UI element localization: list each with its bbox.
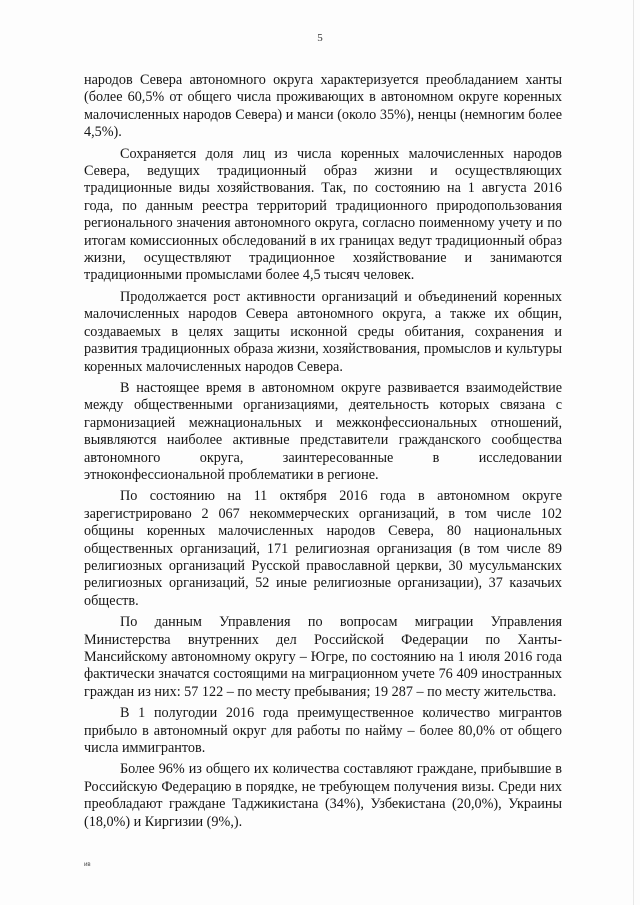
paragraph-nco-statistics: По состоянию на 11 октября 2016 года в автономном округе зарегистрировано 2 067 некоммерческих организаций, в том числе 102 общины коренных малочисленных народов Севера, 80 национальных общественных организаций, 171 религиозная организация (в том числе 89 религиозных организаций Русской православной церкви, 30 мусульманских религиозных организаций, 52 иные религиозные организации), 37 казачьих обществ. [84, 488, 562, 609]
paragraph-migrants-employment: В 1 полугодии 2016 года преимущественное количество мигрантов прибыло в автономный округ для работы по найму – более 80,0% от общего числа иммигрантов. [84, 705, 562, 757]
footer-mark: ив [84, 862, 91, 868]
page-number: 5 [317, 32, 323, 44]
paragraph-traditional-lifestyle: Сохраняется доля лиц из числа коренных малочисленных народов Севера, ведущих традиционный образ жизни и осуществляющих традиционные виды хозяйствования. Так, по состоянию на 1 августа 2016 года, по данным реестра территорий традиционного природопользования регионального значения автономного округа, согласно поименному учету и по итогам комиссионных обследований в их границах ведут традиционный образ жизни, осуществляют традиционное хозяйствование и занимаются традиционными промыслами более 4,5 тысяч человек. [84, 145, 562, 284]
paragraph-organizations-activity: Продолжается рост активности организаций и объединений коренных малочисленных народов Севера автономного округа, а также их общин, создаваемых в целях защиты исконной среды обитания, сохранения и развития традиционных образа жизни, хозяйствования, промыслов и культуры коренных малочисленных народов Севера. [84, 288, 562, 375]
page-edge [633, 0, 634, 905]
paragraph-migration-registration: По данным Управления по вопросам миграции Управления Министерства внутренних дел Российской Федерации по Ханты-Мансийскому автономному округу – Югре, по состоянию на 1 июля 2016 года фактически значатся состоящими на миграционном учете 76 409 иностранных граждан из них: 57 122 – по месту пребывания; 19 287 – по месту жительства. [84, 614, 562, 700]
paragraph-migrant-origins: Более 96% из общего их количества составляют граждане, прибывшие в Российскую Федерацию в порядке, не требующем получения визы. Среди них преобладают граждане Таджикистана (34%), Узбекистана (20,0%), Украины (18,0%) и Киргизии (9%,). [84, 761, 562, 830]
paragraph-interaction: В настоящее время в автономном округе развивается взаимодействие между общественными организациями, деятельность которых связана с гармонизацией межнациональных и межконфессиональных отношений, выявляются наиболее активные представители гражданского сообщества автономного округа, заинтересованные в исследовании этноконфессиональной проблематики в регионе. [84, 379, 562, 483]
paragraph-continuation: народов Севера автономного округа характеризуется преобладанием ханты (более 60,5% от общего числа проживающих в автономном округе коренных малочисленных народов Севера) и манси (около 35%), ненцы (немногим более 4,5%). [84, 72, 562, 141]
document-body [84, 72, 562, 835]
